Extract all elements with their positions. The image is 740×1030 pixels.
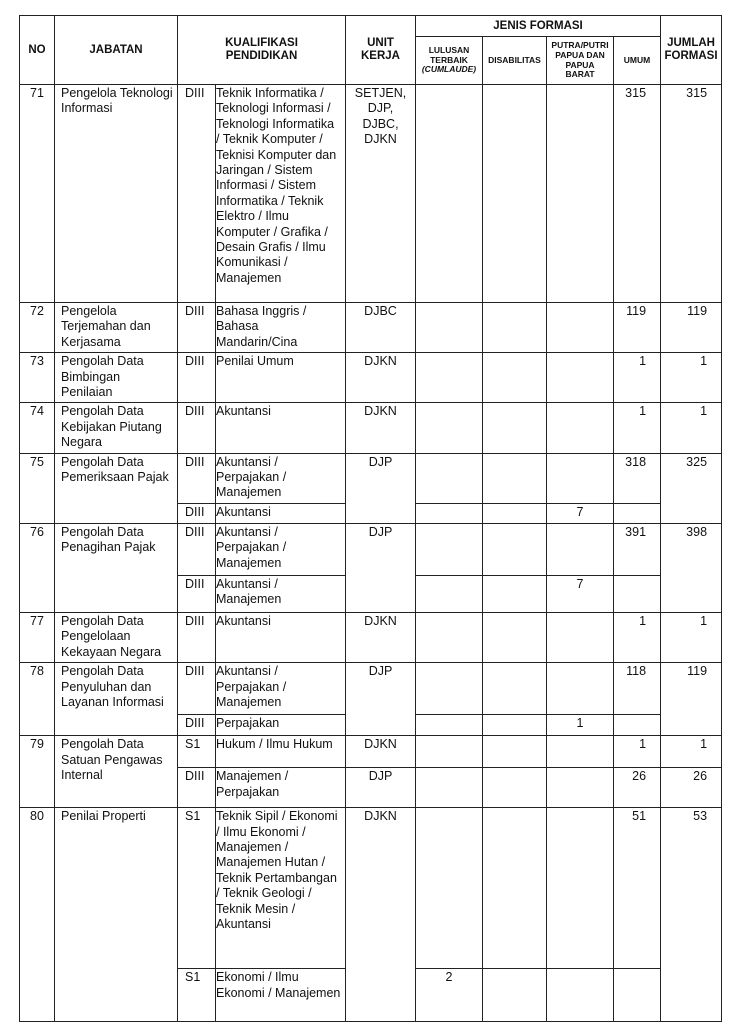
row-umum: 1 (614, 403, 661, 453)
row-umum (614, 969, 661, 1022)
row-jabatan: Pengolah Data Penagihan Pajak (55, 523, 178, 612)
row-disabilitas (483, 736, 547, 768)
row-no: 74 (20, 403, 55, 453)
row-lulusan-terbaik (416, 768, 483, 808)
header-kualifikasi: KUALIFIKASI PENDIDIKAN (178, 16, 346, 85)
row-kualifikasi: Teknik Informatika / Teknologi Informasi / Teknologi Informatika / Teknik Komputer / Teknisi Komputer dan Jaringan / Sistem Informasi / Sistem Informatika / Teknik Elektro / Ilmu Komputer / Grafika / Desain Grafis / Ilmu Komunikasi / Manajemen (216, 85, 346, 303)
row-jumlah: 26 (661, 768, 722, 808)
row-kualifikasi: Perpajakan (216, 715, 346, 736)
row-disabilitas (483, 663, 547, 715)
row-umum (614, 575, 661, 612)
row-disabilitas (483, 453, 547, 503)
row-jabatan: Pengelola Terjemahan dan Kerjasama (55, 303, 178, 353)
row-lulusan-terbaik (416, 453, 483, 503)
table-row (20, 303, 722, 353)
row-level: DIII (178, 85, 216, 303)
table-row (20, 453, 722, 503)
row-jabatan: Penilai Properti (55, 808, 178, 1022)
row-umum: 26 (614, 768, 661, 808)
row-disabilitas (483, 523, 547, 575)
row-unit-kerja: DJKN (346, 403, 416, 453)
row-level: DIII (178, 663, 216, 715)
row-unit-kerja: DJP (346, 453, 416, 523)
row-kualifikasi: Akuntansi (216, 403, 346, 453)
row-unit-kerja: DJBC (346, 303, 416, 353)
row-unit-kerja: DJKN (346, 612, 416, 662)
row-putra-papua: 7 (547, 575, 614, 612)
row-jabatan: Pengolah Data Pengelolaan Kekayaan Negara (55, 612, 178, 662)
row-disabilitas (483, 715, 547, 736)
row-putra-papua (547, 969, 614, 1022)
table-row (20, 403, 722, 453)
header-no: NO (20, 16, 55, 85)
row-level: DIII (178, 715, 216, 736)
row-putra-papua: 1 (547, 715, 614, 736)
row-jumlah: 1 (661, 403, 722, 453)
row-jumlah: 1 (661, 353, 722, 403)
row-putra-papua (547, 768, 614, 808)
header-jabatan: JABATAN (55, 16, 178, 85)
row-jumlah: 1 (661, 736, 722, 768)
row-disabilitas (483, 403, 547, 453)
row-disabilitas (483, 303, 547, 353)
header-unit-kerja: UNIT KERJA (346, 16, 416, 85)
row-lulusan-terbaik (416, 663, 483, 715)
row-jabatan: Pengolah Data Bimbingan Penilaian (55, 353, 178, 403)
row-no: 73 (20, 353, 55, 403)
row-level: DIII (178, 453, 216, 503)
header-putra-putri-papua: PUTRA/PUTRI PAPUA DAN PAPUA BARAT (547, 37, 614, 85)
row-jumlah: 119 (661, 663, 722, 736)
table-row (20, 523, 722, 575)
row-no: 75 (20, 453, 55, 523)
row-putra-papua (547, 612, 614, 662)
row-level: DIII (178, 503, 216, 523)
row-jabatan: Pengolah Data Pemeriksaan Pajak (55, 453, 178, 523)
row-putra-papua (547, 736, 614, 768)
formasi-table (19, 15, 722, 1022)
row-unit-kerja: DJP (346, 663, 416, 736)
row-lulusan-terbaik (416, 808, 483, 969)
row-kualifikasi: Akuntansi / Perpajakan / Manajemen (216, 453, 346, 503)
row-lulusan-terbaik (416, 523, 483, 575)
row-disabilitas (483, 612, 547, 662)
row-disabilitas (483, 768, 547, 808)
row-unit-kerja: DJKN (346, 808, 416, 1022)
row-umum (614, 715, 661, 736)
row-no: 77 (20, 612, 55, 662)
table-row (20, 736, 722, 768)
row-lulusan-terbaik (416, 353, 483, 403)
row-jabatan: Pengolah Data Penyuluhan dan Layanan Informasi (55, 663, 178, 736)
table-header (20, 16, 722, 85)
row-unit-kerja: DJKN (346, 736, 416, 768)
row-disabilitas (483, 85, 547, 303)
row-jumlah: 1 (661, 612, 722, 662)
table-row (20, 85, 722, 303)
row-lulusan-terbaik (416, 736, 483, 768)
row-umum: 51 (614, 808, 661, 969)
table-row (20, 353, 722, 403)
row-unit-kerja: SETJEN, DJP, DJBC, DJKN (346, 85, 416, 303)
row-kualifikasi: Penilai Umum (216, 353, 346, 403)
row-jumlah: 315 (661, 85, 722, 303)
row-level: DIII (178, 303, 216, 353)
header-lulusan-terbaik: LULUSAN TERBAIK (CUMLAUDE) (416, 37, 483, 85)
row-jumlah: 53 (661, 808, 722, 1022)
table-body (20, 85, 722, 1022)
row-jumlah: 119 (661, 303, 722, 353)
row-unit-kerja: DJP (346, 523, 416, 612)
row-level: S1 (178, 736, 216, 768)
row-level: S1 (178, 969, 216, 1022)
row-lulusan-terbaik (416, 303, 483, 353)
table-row (20, 663, 722, 715)
row-level: DIII (178, 575, 216, 612)
row-disabilitas (483, 575, 547, 612)
row-umum: 118 (614, 663, 661, 715)
row-level: DIII (178, 768, 216, 808)
row-umum: 391 (614, 523, 661, 575)
row-level: S1 (178, 808, 216, 969)
row-level: DIII (178, 353, 216, 403)
row-putra-papua (547, 403, 614, 453)
header-jumlah-formasi: JUMLAH FORMASI (661, 16, 722, 85)
row-kualifikasi: Hukum / Ilmu Hukum (216, 736, 346, 768)
row-level: DIII (178, 523, 216, 575)
header-disabilitas: DISABILITAS (483, 37, 547, 85)
row-putra-papua (547, 353, 614, 403)
row-no: 76 (20, 523, 55, 612)
row-disabilitas (483, 353, 547, 403)
header-jenis-formasi: JENIS FORMASI (416, 16, 661, 37)
row-putra-papua (547, 523, 614, 575)
row-umum (614, 503, 661, 523)
row-umum: 119 (614, 303, 661, 353)
row-lulusan-terbaik (416, 403, 483, 453)
row-kualifikasi: Manajemen / Perpajakan (216, 768, 346, 808)
row-disabilitas (483, 503, 547, 523)
row-umum: 1 (614, 736, 661, 768)
row-lulusan-terbaik: 2 (416, 969, 483, 1022)
row-level: DIII (178, 612, 216, 662)
table-row (20, 808, 722, 969)
row-jumlah: 325 (661, 453, 722, 523)
row-lulusan-terbaik (416, 612, 483, 662)
row-kualifikasi: Teknik Sipil / Ekonomi / Ilmu Ekonomi / Manajemen / Manajemen Hutan / Teknik Pertambangan / Teknik Geologi / Teknik Mesin / Akuntansi (216, 808, 346, 969)
row-unit-kerja: DJKN (346, 353, 416, 403)
row-putra-papua (547, 663, 614, 715)
row-umum: 315 (614, 85, 661, 303)
row-umum: 1 (614, 612, 661, 662)
row-putra-papua (547, 453, 614, 503)
row-jabatan: Pengolah Data Kebijakan Piutang Negara (55, 403, 178, 453)
row-umum: 1 (614, 353, 661, 403)
row-kualifikasi: Akuntansi / Perpajakan / Manajemen (216, 523, 346, 575)
row-jabatan: Pengolah Data Satuan Pengawas Internal (55, 736, 178, 808)
row-unit-kerja: DJP (346, 768, 416, 808)
row-level: DIII (178, 403, 216, 453)
row-lulusan-terbaik (416, 503, 483, 523)
row-putra-papua (547, 303, 614, 353)
row-kualifikasi: Akuntansi / Manajemen (216, 575, 346, 612)
row-no: 72 (20, 303, 55, 353)
row-no: 80 (20, 808, 55, 1022)
row-putra-papua (547, 808, 614, 969)
row-jumlah: 398 (661, 523, 722, 612)
row-kualifikasi: Bahasa Inggris / Bahasa Mandarin/Cina (216, 303, 346, 353)
row-no: 78 (20, 663, 55, 736)
row-lulusan-terbaik (416, 575, 483, 612)
row-lulusan-terbaik (416, 85, 483, 303)
row-kualifikasi: Akuntansi (216, 503, 346, 523)
row-kualifikasi: Akuntansi / Perpajakan / Manajemen (216, 663, 346, 715)
table-row (20, 612, 722, 662)
row-lulusan-terbaik (416, 715, 483, 736)
row-putra-papua (547, 85, 614, 303)
header-umum: UMUM (614, 37, 661, 85)
row-umum: 318 (614, 453, 661, 503)
row-no: 79 (20, 736, 55, 808)
row-disabilitas (483, 969, 547, 1022)
row-kualifikasi: Akuntansi (216, 612, 346, 662)
row-kualifikasi: Ekonomi / Ilmu Ekonomi / Manajemen (216, 969, 346, 1022)
row-putra-papua: 7 (547, 503, 614, 523)
row-disabilitas (483, 808, 547, 969)
row-no: 71 (20, 85, 55, 303)
row-jabatan: Pengelola Teknologi Informasi (55, 85, 178, 303)
